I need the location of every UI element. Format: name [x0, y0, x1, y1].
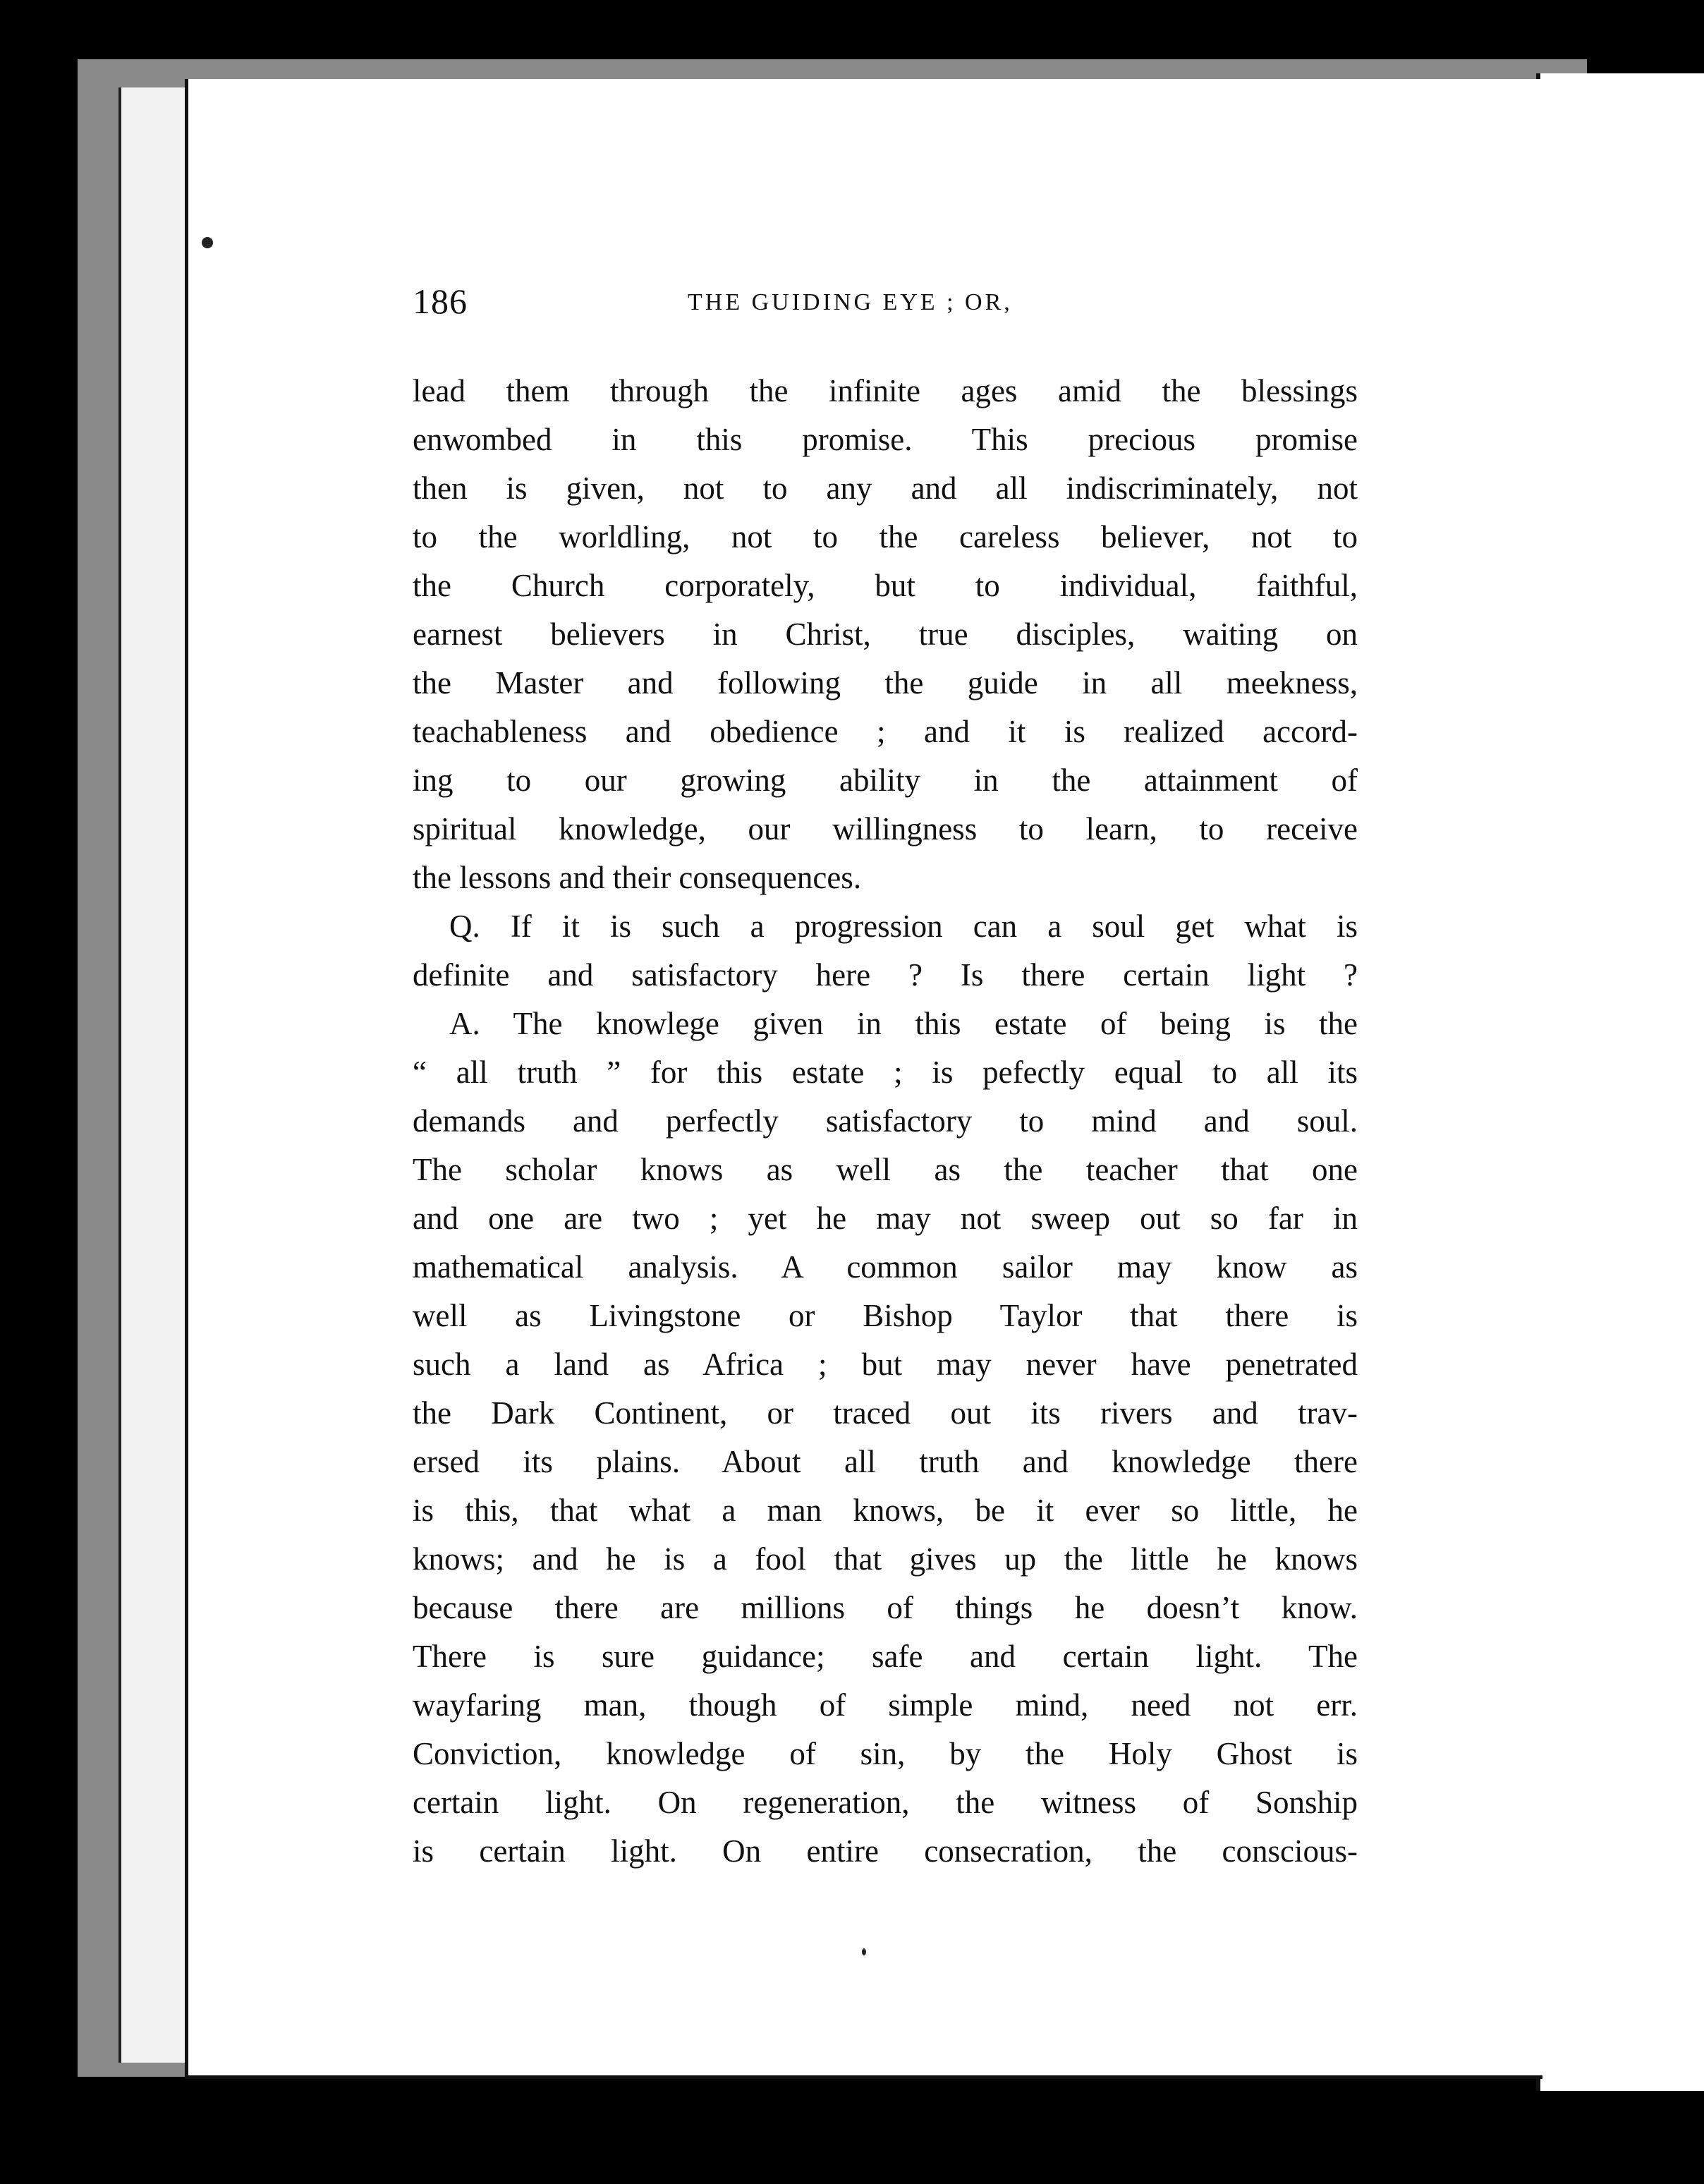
- page-number: 186: [413, 281, 468, 321]
- text-line: teachableness and obedience ; and it is realized accord-: [413, 714, 1358, 749]
- scan-speck: [202, 237, 213, 248]
- text-line: demands and perfectly satisfactory to mind and soul.: [413, 1103, 1358, 1139]
- running-title: THE GUIDING EYE ; OR,: [688, 289, 1013, 315]
- question-line: Q. If it is such a progression can a soul get what is: [449, 909, 1358, 944]
- text-line: Conviction, knowledge of sin, by the Holy Ghost is: [413, 1736, 1358, 1771]
- text-line: earnest believers in Christ, true disciples, waiting on: [413, 617, 1358, 652]
- text-line: to the worldling, not to the careless believer, not to: [413, 519, 1358, 554]
- text-line: certain light. On regeneration, the witness of Sonship: [413, 1785, 1358, 1820]
- text-line: There is sure guidance; safe and certain light. The: [413, 1639, 1358, 1674]
- text-line: “ all truth ” for this estate ; is pefectly equal to all its: [413, 1055, 1358, 1090]
- text-line: the Dark Continent, or traced out its rivers and trav-: [413, 1395, 1358, 1431]
- answer-line: A. The knowlege given in this estate of being is the: [449, 1006, 1358, 1041]
- text-line: is certain light. On entire consecration, the conscious-: [413, 1833, 1358, 1869]
- text-line: enwombed in this promise. This precious promise: [413, 422, 1358, 457]
- text-line: The scholar knows as well as the teacher that one: [413, 1152, 1358, 1187]
- text-line: mathematical analysis. A common sailor may know as: [413, 1249, 1358, 1285]
- text-line: well as Livingstone or Bishop Taylor that there is: [413, 1298, 1358, 1333]
- text-line: is this, that what a man knows, be it ever so little, he: [413, 1493, 1358, 1528]
- facing-page-edge: [1536, 73, 1704, 2091]
- running-head: [413, 281, 1365, 330]
- text-line: the lessons and their consequences.: [413, 860, 862, 895]
- text-line: wayfaring man, though of simple mind, need not err.: [413, 1687, 1358, 1723]
- text-line: such a land as Africa ; but may never have penetrated: [413, 1347, 1358, 1382]
- text-line: definite and satisfactory here ? Is there certain light ?: [413, 957, 1358, 993]
- text-line: and one are two ; yet he may not sweep out so far in: [413, 1201, 1358, 1236]
- text-line: the Master and following the guide in all meekness,: [413, 665, 1358, 700]
- text-line: ersed its plains. About all truth and knowledge there: [413, 1444, 1358, 1479]
- text-line: spiritual knowledge, our willingness to learn, to receive: [413, 811, 1358, 847]
- scan-speck: [862, 1948, 866, 1955]
- text-line: the Church corporately, but to individual, faithful,: [413, 568, 1358, 603]
- text-line: ing to our growing ability in the attainment of: [413, 763, 1358, 798]
- text-line: then is given, not to any and all indiscriminately, not: [413, 471, 1358, 506]
- text-line: knows; and he is a fool that gives up the little he knows: [413, 1541, 1358, 1577]
- body-text: [413, 367, 1358, 1876]
- scan-speck: [1598, 1174, 1604, 1179]
- text-line: because there are millions of things he doesn’t know.: [413, 1590, 1358, 1625]
- text-line: lead them through the infinite ages amid the blessings: [413, 373, 1358, 408]
- scan-speck: [1621, 339, 1628, 346]
